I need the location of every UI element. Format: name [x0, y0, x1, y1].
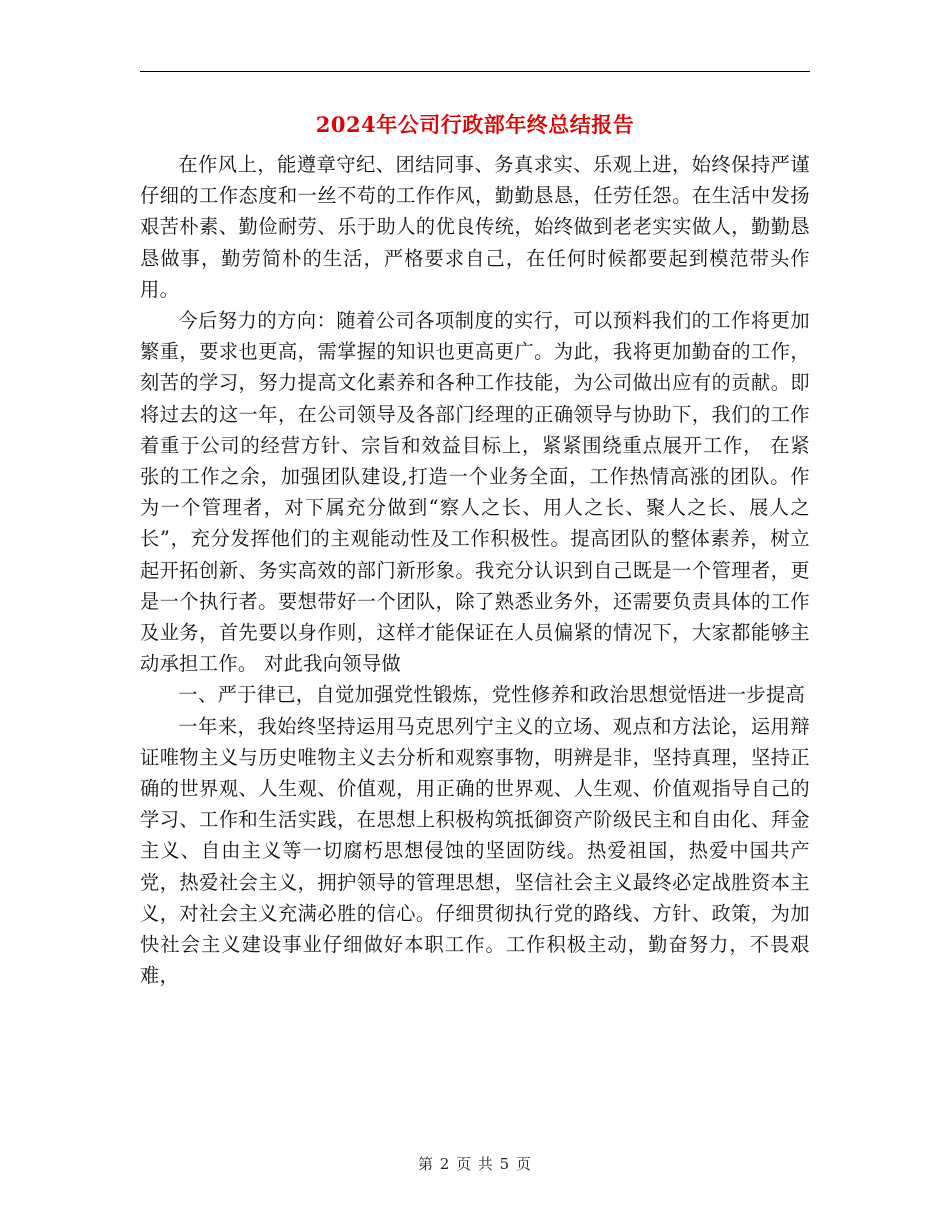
paragraph-political-thought: 一年来，我始终坚持运用马克思列宁主义的立场、观点和方法论，运用辩证唯物主义与历史唯物主义去分析和观察事物，明辨是非，坚持真理，坚持正确的世界观、人生观、价值观，用正确的世界观、人生观、价值观指导自己的学习、工作和生活实践，在思想上积极构筑抵御资产阶级民主和自由化、拜金主义、自由主义等一切腐朽思想侵蚀的坚固防线。热爱祖国，热爱中国共产党，热爱社会主义，拥护领导的管理思想，坚信社会主义最终必定战胜资本主义，对社会主义充满必胜的信心。仔细贯彻执行党的路线、方针、政策，为加快社会主义建设事业仔细做好本职工作。工作积极主动，勤奋努力，不畏艰难，: [140, 714, 810, 988]
header-rule: [140, 71, 810, 72]
page-number-footer: 第 2 页 共 5 页: [418, 1155, 532, 1173]
document-title: 2024年公司行政部年终总结报告: [315, 112, 635, 137]
paragraph-future-direction: 今后努力的方向：随着公司各项制度的实行，可以预料我们的工作将更加繁重，要求也更高，需掌握的知识也更高更广。为此，我将更加勤奋的工作，刻苦的学习，努力提高文化素养和各种工作技能，为公司做出应有的贡献。即将过去的这一年，在公司领导及各部门经理的正确领导与协助下，我们的工作着重于公司的经营方针、宗旨和效益目标上，紧紧围绕重点展开工作， 在紧张的工作之余，加强团队建设,打造一个业务全面，工作热情高涨的团队。作为一个管理者，对下属充分做到“察人之长、用人之长、聚人之长、展人之长”，充分发挥他们的主观能动性及工作积极性。提高团队的整体素养，树立起开拓创新、务实高效的部门新形象。我充分认识到自己既是一个管理者，更是一个执行者。要想带好一个团队，除了熟悉业务外，还需要负责具体的工作及业务，首先要以身作则，这样才能保证在人员偏紧的情况下，大家都能够主动承担工作。 对此我向领导做: [140, 309, 810, 676]
paragraph-conduct: 在作风上，能遵章守纪、团结同事、务真求实、乐观上进，始终保持严谨仔细的工作态度和一丝不苟的工作作风，勤勤恳恳，任劳任怨。在生活中发扬艰苦朴素、勤俭耐劳、乐于助人的优良传统，始终做到老老实实做人，勤勤恳恳做事，勤劳简朴的生活，严格要求自己，在任何时候都要起到模范带头作用。: [140, 153, 810, 301]
document-body: [140, 149, 810, 991]
section-heading-self-discipline: 一、严于律已，自觉加强党性锻炼，党性修养和政治思想觉悟进一步提高: [178, 683, 806, 707]
